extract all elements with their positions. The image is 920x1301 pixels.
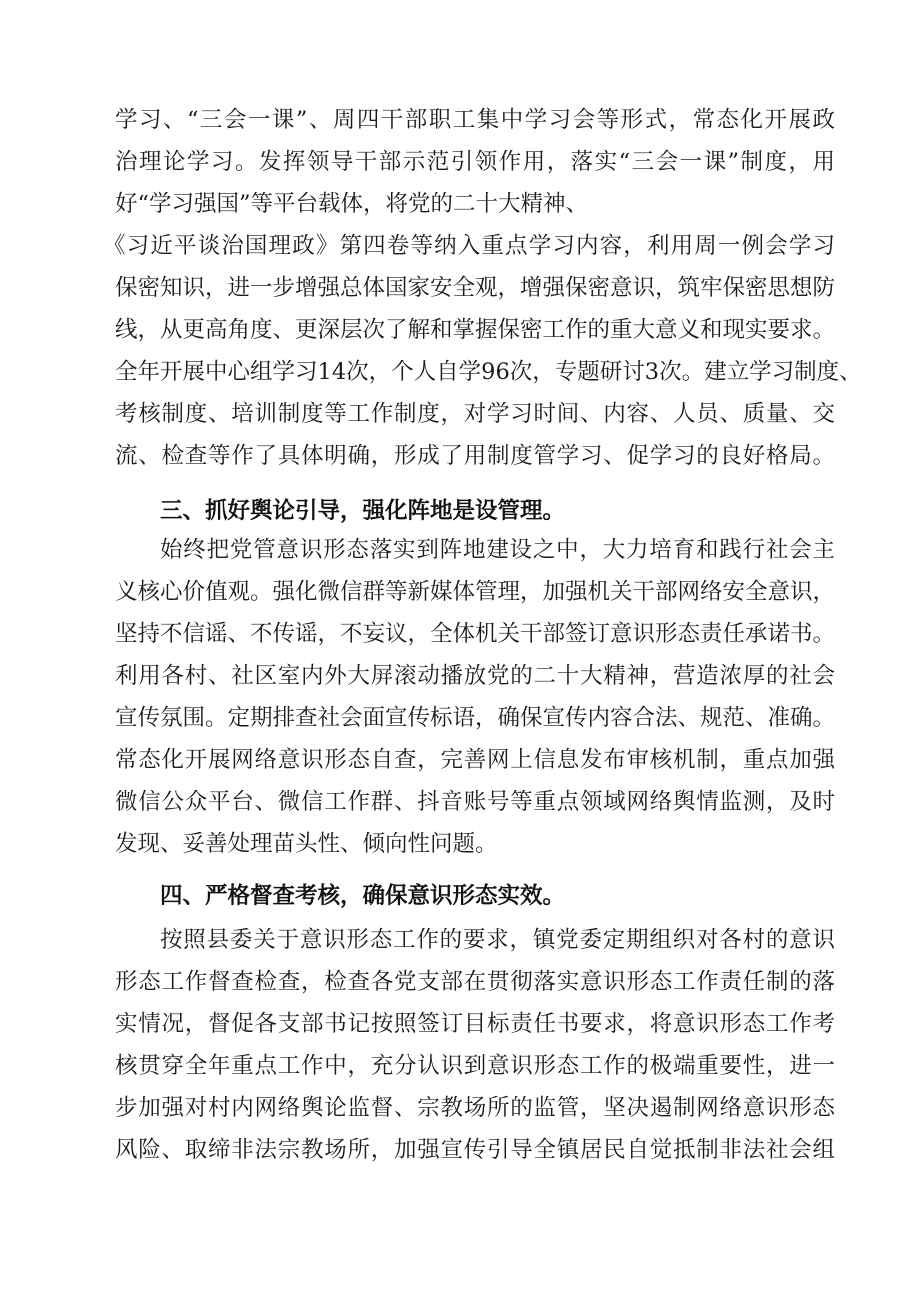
body-text-line: 核贯穿全年重点工作中，充分认识到意识形态工作的极端重要性，进一 xyxy=(115,1053,835,1079)
body-text-line: 实情况，督促各支部书记按照签订目标责任书要求，将意识形态工作考 xyxy=(115,1011,835,1037)
body-text-line: 形态工作督查检查，检查各党支部在贯彻落实意识形态工作责任制的落 xyxy=(115,969,835,995)
body-text-line: 保密知识，进一步增强总体国家安全观，增强保密意识，筑牢保密思想防 xyxy=(115,275,836,301)
body-text-line: 宣传氛围。定期排查社会面宣传标语，确保宣传内容合法、规范、准确。 xyxy=(115,705,836,731)
body-text-line: 风险、取缔非法宗教场所，加强宣传引导全镇居民自觉抵制非法社会组 xyxy=(115,1137,835,1163)
section-heading: 三、抓好舆论引导，强化阵地是设管理。 xyxy=(160,498,566,524)
body-text-line: 发现、妥善处理苗头性、倾向性问题。 xyxy=(115,831,498,857)
body-text-line: 好“学习强国”等平台载体，将党的二十大精神、 xyxy=(115,191,589,217)
body-text-line: 全年开展中心组学习14次，个人自学96次，专题研讨3次。建立学习制度、 xyxy=(115,359,862,385)
body-text-line: 学习、“三会一课”、周四干部职工集中学习会等形式，常态化开展政 xyxy=(115,107,835,133)
body-text-line: 流、检查等作了具体明确，形成了用制度管学习、促学习的良好格局。 xyxy=(115,443,835,469)
body-text-line: 步加强对村内网络舆论监督、宗教场所的监管，坚决遏制网络意识形态 xyxy=(115,1095,835,1121)
body-text-line: 治理论学习。发挥领导干部示范引领作用，落实“三会一课”制度，用 xyxy=(115,149,835,175)
body-text-line: 《习近平谈治国理政》第四卷等纳入重点学习内容，利用周一例会学习 xyxy=(103,233,835,259)
body-text-line: 利用各村、社区室内外大屏滚动播放党的二十大精神，营造浓厚的社会 xyxy=(115,663,835,689)
body-text-line: 线，从更高角度、更深层次了解和掌握保密工作的重大意义和现实要求。 xyxy=(115,317,836,343)
body-text-line: 按照县委关于意识形态工作的要求，镇党委定期组织对各村的意识 xyxy=(160,927,835,953)
body-text-line: 坚持不信谣、不传谣，不妄议，全体机关干部签订意识形态责任承诺书。 xyxy=(115,621,836,647)
body-text-line: 常态化开展网络意识形态自查，完善网上信息发布审核机制，重点加强 xyxy=(115,747,835,773)
body-text-line: 始终把党管意识形态落实到阵地建设之中，大力培育和践行社会主 xyxy=(160,537,835,563)
body-text-line: 考核制度、培训制度等工作制度，对学习时间、内容、人员、质量、交 xyxy=(115,401,835,427)
body-text-line: 义核心价值观。强化微信群等新媒体管理，加强机关干部网络安全意识， xyxy=(115,579,836,605)
section-heading: 四、严格督查考核，确保意识形态实效。 xyxy=(160,883,566,909)
body-text-line: 微信公众平台、微信工作群、抖音账号等重点领域网络舆情监测，及时 xyxy=(115,789,835,815)
